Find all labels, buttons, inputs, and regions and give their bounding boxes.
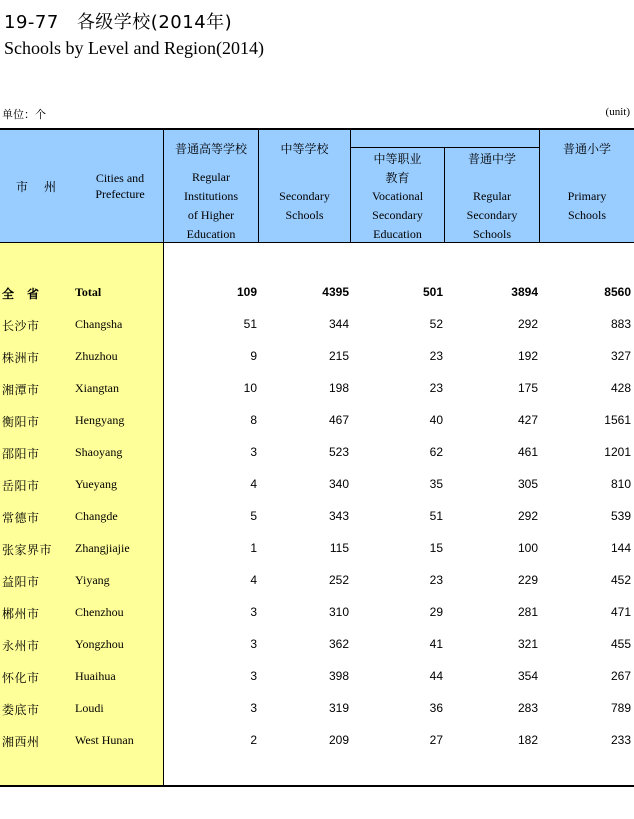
table-row (0, 635, 634, 655)
cell-secondary: 4395 (322, 285, 349, 299)
cell-vocational: 27 (429, 733, 443, 747)
cell-higher: 109 (236, 285, 257, 299)
cell-vocational: 62 (429, 445, 443, 459)
row-region-cn: 张家界市 (2, 543, 53, 557)
cell-secondary: 340 (328, 477, 349, 491)
cell-vocational: 41 (429, 637, 443, 651)
cell-regular: 100 (517, 541, 538, 555)
header-secondary-cn: 中等学校 (280, 142, 329, 156)
cell-higher: 3 (250, 669, 257, 683)
cell-regular: 427 (517, 413, 538, 427)
cell-primary: 327 (610, 349, 631, 363)
cell-vocational: 52 (429, 317, 443, 331)
cell-regular: 292 (517, 317, 538, 331)
table-row (0, 571, 634, 591)
cell-primary: 267 (610, 669, 631, 683)
header-primary-en: Primary Schools (567, 189, 607, 222)
table-row (0, 699, 634, 719)
header-regular-secondary (445, 130, 539, 242)
cell-vocational: 36 (429, 701, 443, 715)
row-region-cn: 邵阳市 (2, 447, 40, 461)
cell-secondary: 523 (328, 445, 349, 459)
header-secondary (259, 130, 350, 242)
cell-vocational: 40 (429, 413, 443, 427)
row-region-en: Zhuzhou (75, 349, 118, 363)
cell-higher: 10 (243, 381, 257, 395)
cell-secondary: 198 (328, 381, 349, 395)
cell-primary: 1561 (604, 413, 631, 427)
cell-vocational: 23 (429, 349, 443, 363)
cell-secondary: 215 (328, 349, 349, 363)
table-row (0, 539, 634, 559)
row-region-cn: 永州市 (2, 639, 40, 653)
header-regular-en: Regular Secondary Schools (466, 189, 518, 241)
table-row (0, 507, 634, 527)
cell-secondary: 209 (328, 733, 349, 747)
table-bottom-rule (0, 785, 634, 787)
cell-higher: 8 (250, 413, 257, 427)
header-higher-cn: 普通高等学校 (174, 142, 247, 156)
cell-higher: 2 (250, 733, 257, 747)
row-region-en: Chenzhou (75, 605, 124, 619)
cell-regular: 192 (517, 349, 538, 363)
row-region-cn: 娄底市 (2, 703, 40, 717)
cell-higher: 3 (250, 701, 257, 715)
cell-primary: 455 (610, 637, 631, 651)
row-region-cn: 常德市 (2, 511, 40, 525)
cell-higher: 1 (250, 541, 257, 555)
cell-primary: 233 (610, 733, 631, 747)
cell-secondary: 310 (328, 605, 349, 619)
cell-vocational: 44 (429, 669, 443, 683)
table-row (0, 347, 634, 367)
table-row (0, 411, 634, 431)
cell-vocational: 35 (429, 477, 443, 491)
cell-secondary: 343 (328, 509, 349, 523)
cell-primary: 8560 (604, 285, 631, 299)
cell-higher: 3 (250, 637, 257, 651)
cell-primary: 1201 (604, 445, 631, 459)
cell-primary: 144 (610, 541, 631, 555)
header-vocational (351, 130, 444, 242)
table-row (0, 667, 634, 687)
row-region-en: Huaihua (75, 669, 116, 683)
cell-regular: 305 (517, 477, 538, 491)
row-region-cn: 株洲市 (2, 351, 40, 365)
cell-regular: 283 (517, 701, 538, 715)
table-number: 19-77 (4, 12, 59, 33)
header-regular-cn: 普通中学 (467, 152, 516, 166)
cell-secondary: 344 (328, 317, 349, 331)
table-row (0, 379, 634, 399)
cell-regular: 3894 (511, 285, 538, 299)
row-region-en: Xiangtan (75, 381, 119, 395)
cell-higher: 3 (250, 445, 257, 459)
cell-primary: 452 (610, 573, 631, 587)
header-region-en: Cities and Prefecture (95, 171, 145, 201)
header-secondary-en: Secondary Schools (279, 189, 330, 222)
row-region-en: Changsha (75, 317, 123, 331)
row-region-cn: 长沙市 (2, 319, 40, 333)
cell-vocational: 51 (429, 509, 443, 523)
unit-label-cn: 单位：个 (2, 108, 46, 121)
table-row (0, 283, 634, 303)
cell-secondary: 398 (328, 669, 349, 683)
cell-higher: 3 (250, 605, 257, 619)
cell-regular: 354 (517, 669, 538, 683)
cell-higher: 4 (250, 477, 257, 491)
cell-vocational: 501 (422, 285, 443, 299)
cell-regular: 175 (517, 381, 538, 395)
row-region-cn: 益阳市 (2, 575, 40, 589)
header-region (0, 130, 163, 242)
row-region-cn: 郴州市 (2, 607, 40, 621)
header-higher-education (164, 130, 258, 242)
row-region-en: Loudi (75, 701, 104, 715)
cell-vocational: 23 (429, 381, 443, 395)
cell-vocational: 23 (429, 573, 443, 587)
header-region-cn: 市 州 (16, 180, 59, 194)
row-region-en: Yiyang (75, 573, 110, 587)
row-region-cn: 湘潭市 (2, 383, 40, 397)
header-vocational-cn: 中等职业 教育 (373, 152, 422, 185)
header-higher-en: Regular Institutions of Higher Education (183, 170, 238, 241)
table-row (0, 731, 634, 751)
row-region-cn: 全 省 (2, 287, 40, 301)
row-region-en: Zhangjiajie (75, 541, 130, 555)
cell-higher: 5 (250, 509, 257, 523)
cell-primary: 428 (610, 381, 631, 395)
cell-primary: 789 (610, 701, 631, 715)
cell-higher: 9 (250, 349, 257, 363)
table-row (0, 443, 634, 463)
row-region-en: Hengyang (75, 413, 125, 427)
cell-primary: 810 (610, 477, 631, 491)
row-region-en: Total (75, 285, 102, 299)
table-row (0, 603, 634, 623)
row-region-cn: 湘西州 (2, 735, 40, 749)
title-cn-text: 各级学校(2014年) (76, 12, 233, 33)
cell-primary: 539 (610, 509, 631, 523)
row-region-en: Yueyang (75, 477, 117, 491)
cell-primary: 471 (610, 605, 631, 619)
header-primary (540, 130, 634, 242)
table-row (0, 475, 634, 495)
cell-vocational: 29 (429, 605, 443, 619)
cell-secondary: 252 (328, 573, 349, 587)
cell-regular: 292 (517, 509, 538, 523)
cell-primary: 883 (610, 317, 631, 331)
cell-regular: 229 (517, 573, 538, 587)
header-primary-cn: 普通小学 (562, 142, 611, 156)
table-row (0, 315, 634, 335)
page-title-cn (4, 8, 232, 34)
cell-vocational: 15 (429, 541, 443, 555)
cell-higher: 51 (243, 317, 257, 331)
cell-secondary: 115 (329, 541, 349, 555)
row-region-en: Yongzhou (75, 637, 124, 651)
row-region-cn: 岳阳市 (2, 479, 40, 493)
cell-secondary: 467 (328, 413, 349, 427)
row-region-cn: 怀化市 (2, 671, 40, 685)
cell-higher: 4 (250, 573, 257, 587)
row-region-en: Changde (75, 509, 118, 523)
cell-secondary: 362 (328, 637, 349, 651)
unit-label-en: (unit) (605, 106, 630, 118)
table-header (0, 128, 634, 243)
header-vocational-en: Vocational Secondary Education (371, 189, 424, 241)
cell-regular: 182 (517, 733, 538, 747)
row-region-cn: 衡阳市 (2, 415, 40, 429)
cell-regular: 321 (517, 637, 538, 651)
cell-regular: 461 (517, 445, 538, 459)
row-region-en: Shaoyang (75, 445, 123, 459)
cell-regular: 281 (517, 605, 538, 619)
page-title-en: Schools by Level and Region(2014) (4, 38, 264, 58)
row-region-en: West Hunan (75, 733, 134, 747)
cell-secondary: 319 (328, 701, 349, 715)
